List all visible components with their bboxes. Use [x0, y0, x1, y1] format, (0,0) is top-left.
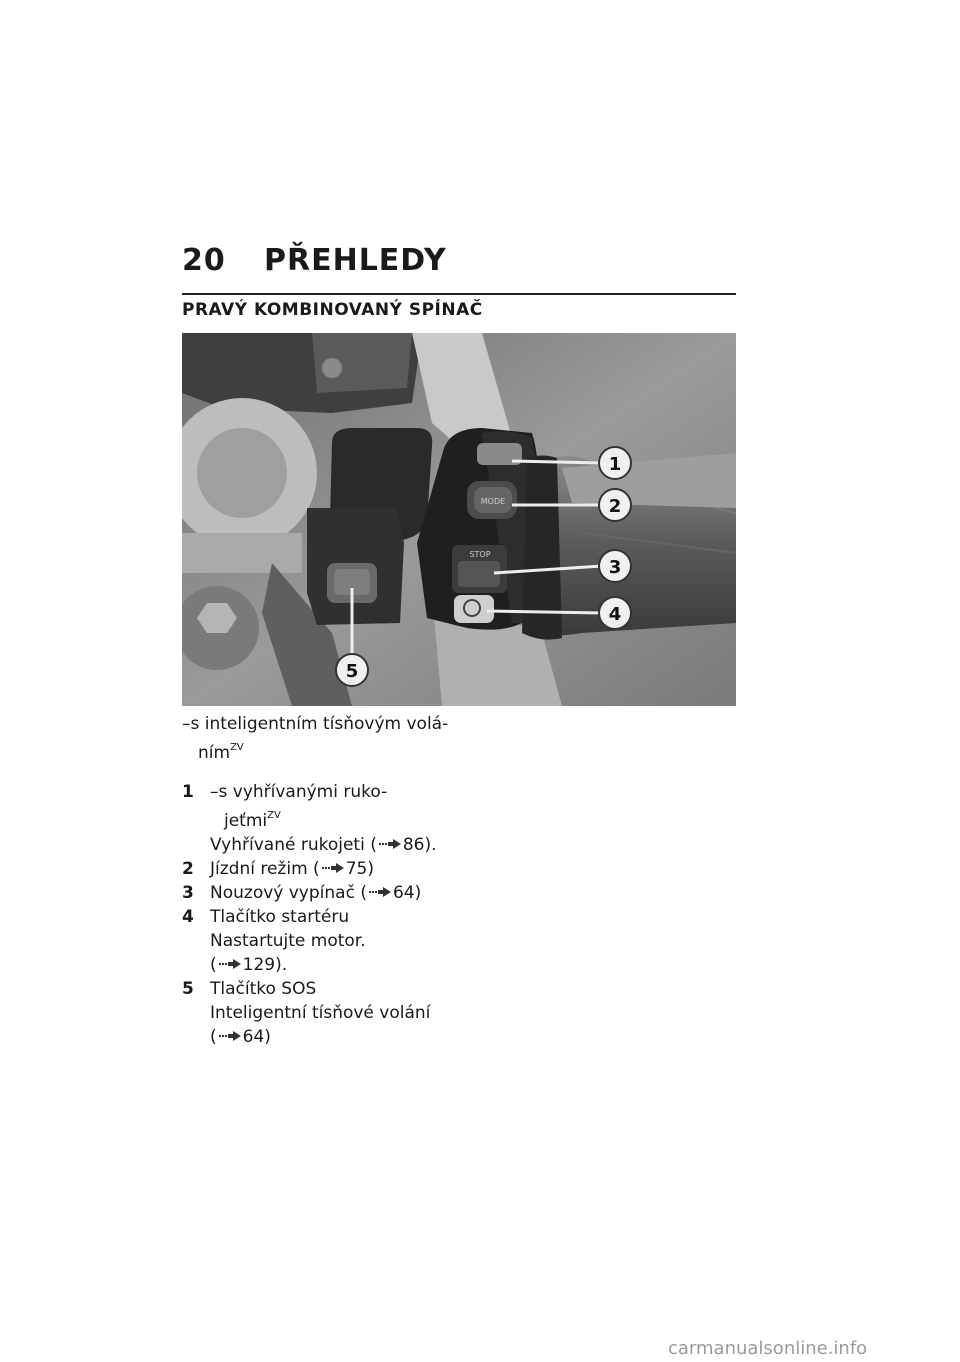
legend-item — [182, 977, 482, 1049]
callout-2: 2 — [608, 496, 622, 517]
legend-item: 1 –s vyhřívanými ruko- jeťmi$^{ZV}$ Vyhřívané rukojeti ( 86). — [182, 780, 482, 857]
legend-item-number: 1 — [182, 782, 194, 802]
page-reference[interactable]: ( 64) — [210, 1027, 271, 1047]
option-marker: ZV — [230, 742, 244, 753]
arrow-icon — [322, 863, 344, 873]
legend-item-number: 3 — [182, 883, 194, 903]
intro-line-2: ním$^{ZV}$ — [198, 742, 244, 763]
legend-item — [182, 857, 482, 881]
arrow-icon — [379, 839, 401, 849]
header-rule — [182, 293, 736, 295]
callout-3: 3 — [608, 557, 622, 578]
intro-line-1: –s inteligentním tísňovým volá- — [182, 714, 449, 734]
callout-5: 5 — [345, 661, 359, 682]
legend-item-condition: –s vyhřívanými ruko- — [210, 782, 388, 802]
legend-item-title: Nouzový vypínač — [210, 883, 355, 903]
legend-item-title: Tlačítko startéru — [210, 907, 350, 927]
chapter-title: PŘEHLEDY — [264, 243, 447, 278]
callout-1: 1 — [608, 454, 622, 475]
mode-button-label: MODE — [480, 497, 506, 506]
page-reference[interactable]: ( 86). — [370, 835, 437, 855]
callout-4: 4 — [608, 604, 622, 625]
legend-item — [182, 881, 482, 905]
arrow-icon — [219, 959, 241, 969]
legend-item-title: Tlačítko SOS — [210, 979, 317, 999]
legend-item — [182, 905, 482, 977]
legend-list — [182, 780, 482, 1049]
legend-item-title: Vyhřívané rukojeti — [210, 835, 365, 855]
page-reference[interactable]: ( 129). — [210, 955, 288, 975]
legend-item-desc: Nastartujte motor. — [210, 931, 366, 951]
legend-item-number: 4 — [182, 907, 194, 927]
option-marker: ZV — [267, 810, 281, 821]
page-reference[interactable]: ( 64) — [360, 883, 422, 903]
handlebar-switch-photo — [182, 333, 736, 706]
page-header — [182, 243, 447, 278]
legend-item-number: 2 — [182, 859, 194, 879]
stop-switch-label: STOP — [469, 550, 491, 559]
arrow-icon — [369, 887, 391, 897]
section-title: PRAVÝ KOMBINOVANÝ SPÍNAČ — [182, 300, 483, 320]
intro-note — [182, 712, 448, 765]
watermark: carmanualsonline.info — [668, 1338, 868, 1359]
arrow-icon — [219, 1031, 241, 1041]
page-number: 20 — [182, 243, 226, 278]
legend-item-title: Jízdní režim — [210, 859, 308, 879]
page-reference[interactable]: ( 75) — [313, 859, 374, 879]
legend-item-desc: Inteligentní tísňové volání — [210, 1003, 431, 1023]
legend-item-number: 5 — [182, 979, 194, 999]
